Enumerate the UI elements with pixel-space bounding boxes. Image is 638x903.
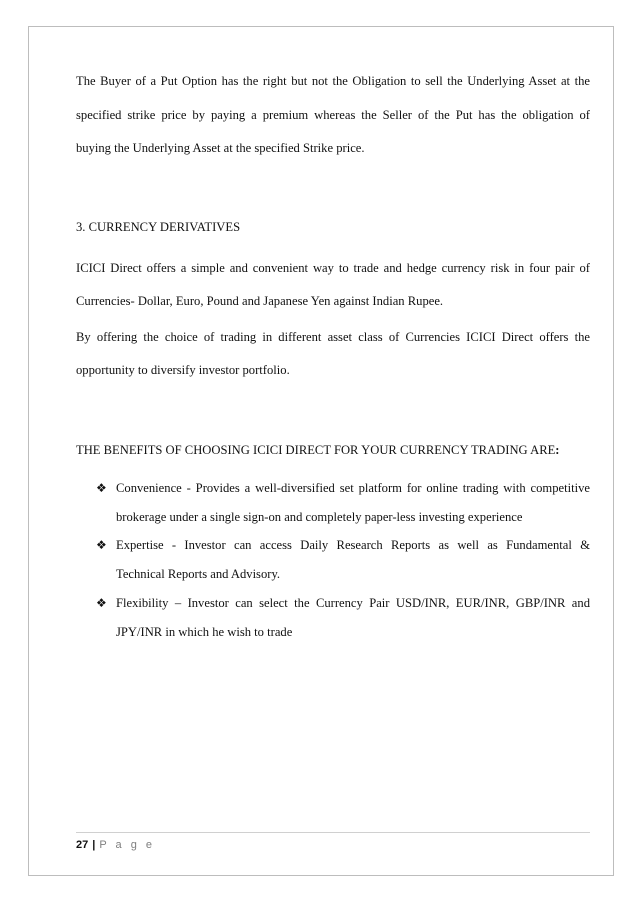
diamond-bullet-icon: ❖ (96, 596, 107, 610)
diamond-bullet-icon: ❖ (96, 481, 107, 495)
benefits-heading-text: THE BENEFITS OF CHOOSING ICICI DIRECT FOR YOUR CURRENCY TRADING ARE (76, 443, 556, 457)
bullet-flexibility-line-2: JPY/INR in which he wish to trade (116, 625, 293, 639)
section-heading-currency-derivatives: 3. CURRENCY DERIVATIVES (76, 220, 241, 234)
footer-separator: | (92, 839, 96, 851)
diversify-line-2: opportunity to diversify investor portfolio. (76, 363, 290, 377)
put-option-line-1: The Buyer of a Put Option has the right but not the Obligation to sell the Underlying Asset at the (76, 74, 590, 88)
bullet-convenience-line-1: Convenience - Provides a well-diversified set platform for online trading with competitive (116, 481, 590, 495)
put-option-line-3: buying the Underlying Asset at the specified Strike price. (76, 141, 365, 155)
icici-offers-line-2: Currencies- Dollar, Euro, Pound and Japanese Yen against Indian Rupee. (76, 294, 444, 308)
bullet-expertise-line-2: Technical Reports and Advisory. (116, 567, 281, 581)
footer-divider (76, 832, 590, 833)
bullet-expertise-line-1: Expertise - Investor can access Daily Research Reports as well as Fundamental & (116, 538, 590, 552)
benefits-heading (76, 443, 590, 458)
page-footer (76, 838, 155, 852)
put-option-line-2: specified strike price by paying a premium whereas the Seller of the Put has the obligation of (76, 108, 590, 122)
diversify-line-1: By offering the choice of trading in different asset class of Currencies ICICI Direct offers the (76, 330, 590, 344)
benefits-heading-colon: : (555, 443, 560, 457)
diamond-bullet-icon: ❖ (96, 538, 107, 552)
bullet-flexibility-line-1: Flexibility – Investor can select the Currency Pair USD/INR, EUR/INR, GBP/INR and (116, 596, 590, 610)
page-label: P a g e (99, 839, 155, 851)
bullet-convenience-line-2: brokerage under a single sign-on and completely paper-less investing experience (116, 510, 523, 524)
icici-offers-line-1: ICICI Direct offers a simple and convenient way to trade and hedge currency risk in four pair of (76, 261, 590, 275)
page-number: 27 (76, 839, 89, 851)
